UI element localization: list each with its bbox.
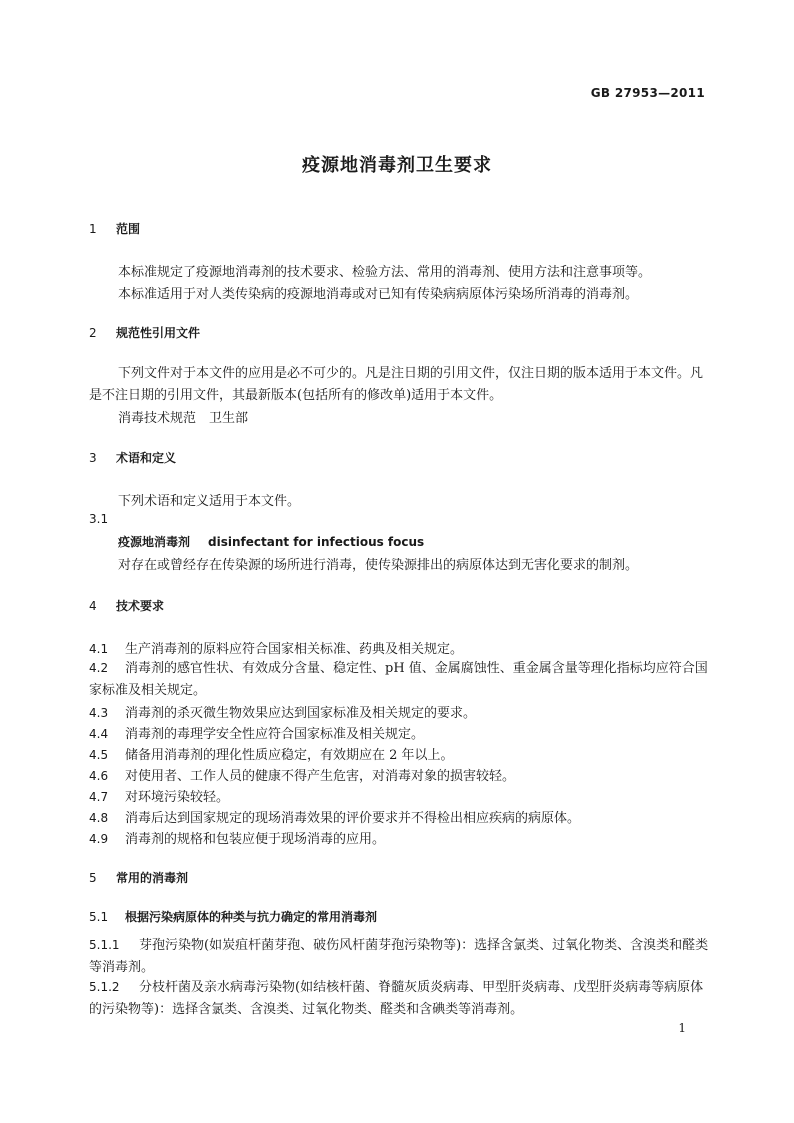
term-number: 3.1 [89, 512, 109, 526]
section-4-number: 4 [89, 599, 97, 613]
document-title: 疫源地消毒剂卫生要求 [302, 155, 492, 176]
section-2-heading [89, 324, 200, 341]
clause-4-4: 4.4 消毒剂的毒理学安全性应符合国家标准及相关规定。 [89, 727, 425, 742]
section-2-paragraph-2: 消毒技术规范 卫生部 [118, 411, 249, 426]
section-5-number: 5 [89, 871, 97, 885]
section-1-heading [89, 220, 140, 237]
term-entry [118, 533, 424, 550]
clause-5-1-1: 5.1.1 芽孢污染物(如炭疽杆菌芽孢、破伤风杆菌芽孢污染物等)：选择含氯类、过氧化物类、含溴类和醛类等消毒剂。 [89, 938, 709, 975]
section-5-heading [89, 869, 188, 886]
standard-number: GB 27953—2011 [590, 86, 705, 100]
clause-4-5: 4.5 储备用消毒剂的理化性质应稳定，有效期应在 2 年以上。 [89, 748, 454, 763]
clause-4-9: 4.9 消毒剂的规格和包装应便于现场消毒的应用。 [89, 832, 386, 847]
term-english: disinfectant for infectious focus [208, 535, 425, 549]
term-chinese: 疫源地消毒剂 [118, 535, 191, 549]
section-2-paragraph-1: 下列文件对于本文件的应用是必不可少的。凡是注日期的引用文件，仅注日期的版本适用于本文件。凡是不注日期的引用文件，其最新版本(包括所有的修改单)适用于本文件。 [89, 366, 704, 403]
section-5-title: 常用的消毒剂 [116, 871, 189, 885]
section-1-paragraph-1: 本标准规定了疫源地消毒剂的技术要求、检验方法、常用的消毒剂、使用方法和注意事项等。 [118, 265, 652, 280]
section-5-1-title: 根据污染病原体的种类与抗力确定的常用消毒剂 [125, 910, 378, 924]
clause-4-2: 4.2 消毒剂的感官性状、有效成分含量、稳定性、pH 值、金属腐蚀性、重金属含量等理化指标均应符合国家标准及相关规定。 [89, 661, 708, 698]
clause-4-7: 4.7 对环境污染较轻。 [89, 790, 230, 805]
clause-4-8: 4.8 消毒后达到国家规定的现场消毒效果的评价要求并不得检出相应疾病的病原体。 [89, 811, 581, 826]
section-2-number: 2 [89, 326, 97, 340]
page-number: 1 [678, 1021, 686, 1035]
section-3-number: 3 [89, 451, 97, 465]
clause-4-3: 4.3 消毒剂的杀灭微生物效果应达到国家标准及相关规定的要求。 [89, 706, 477, 721]
section-1-paragraph-2: 本标准适用于对人类传染病的疫源地消毒或对已知有传染病病原体污染场所消毒的消毒剂。 [118, 287, 639, 302]
section-5-1-number: 5.1 [89, 910, 109, 924]
section-3-paragraph-1: 下列术语和定义适用于本文件。 [118, 494, 301, 509]
section-1-number: 1 [89, 222, 97, 236]
section-4-heading [89, 597, 164, 614]
clause-5-1-2: 5.1.2 分枝杆菌及亲水病毒污染物(如结核杆菌、脊髓灰质炎病毒、甲型肝炎病毒、戊型肝炎病毒等病原体的污染物等)：选择含氯类、含溴类、过氧化物类、醛类和含碘类等消毒剂。 [89, 980, 704, 1017]
section-5-1-heading [89, 908, 377, 925]
section-3-heading [89, 449, 176, 466]
section-2-title: 规范性引用文件 [116, 326, 201, 340]
section-3-title: 术语和定义 [116, 451, 177, 465]
clause-4-1: 4.1 生产消毒剂的原料应符合国家相关标准、药典及相关规定。 [89, 642, 464, 657]
clause-4-6: 4.6 对使用者、工作人员的健康不得产生危害，对消毒对象的损害较轻。 [89, 769, 516, 784]
section-4-title: 技术要求 [116, 599, 165, 613]
section-1-title: 范围 [116, 222, 141, 236]
term-definition: 对存在或曾经存在传染源的场所进行消毒，使传染源排出的病原体达到无害化要求的制剂。 [118, 558, 639, 573]
